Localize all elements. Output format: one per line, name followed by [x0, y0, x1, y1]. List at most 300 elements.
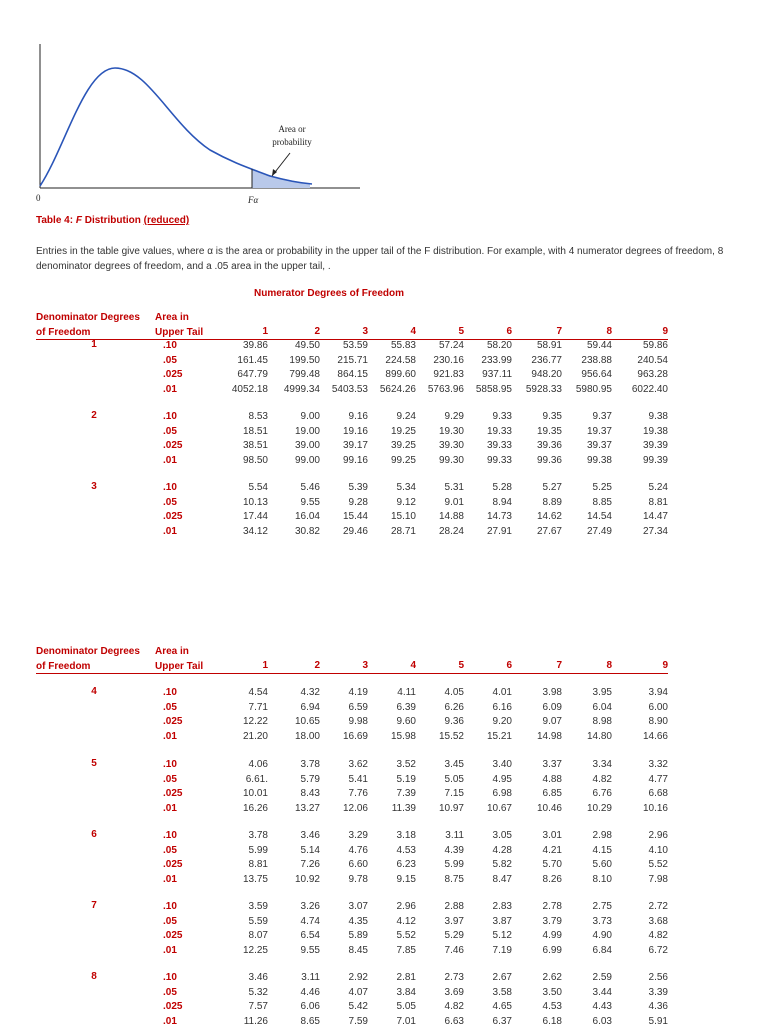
table-cell: 8.26 — [542, 873, 562, 885]
table-cell: 3.11 — [301, 972, 320, 983]
table-row — [0, 410, 768, 424]
table-cell: 99.38 — [586, 454, 612, 466]
numerator-title: Numerator Degrees of Freedom — [254, 288, 405, 299]
area-value: .025 — [163, 788, 183, 799]
table-cell: 8.94 — [492, 496, 512, 508]
table-cell: 6.39 — [396, 701, 416, 713]
table-cell: 19.37 — [586, 425, 612, 437]
table-cell: 3.05 — [492, 830, 512, 841]
table-cell: 58.20 — [486, 340, 512, 351]
table-cell: 39.00 — [294, 440, 320, 451]
area-value: .01 — [163, 873, 177, 885]
table-cell: 10.67 — [486, 802, 512, 814]
table-cell: 921.83 — [433, 369, 464, 380]
area-value: .025 — [163, 511, 183, 522]
table-cell: 3.95 — [592, 687, 612, 698]
table-cell: 2.73 — [444, 972, 464, 983]
area-value: .10 — [163, 830, 177, 841]
table-cell: 5.29 — [444, 930, 464, 941]
table-cell: 9.38 — [648, 411, 668, 422]
area-label-line1: Area or — [278, 124, 306, 134]
table-cell: 4.10 — [648, 844, 668, 856]
column-header: 9 — [662, 660, 668, 671]
table-row — [0, 873, 768, 887]
table-cell: 2.96 — [396, 901, 416, 912]
table-cell: 5.42 — [348, 1001, 368, 1012]
area-value: .05 — [163, 496, 177, 508]
table-cell: 38.51 — [242, 440, 268, 451]
column-header: 4 — [410, 326, 416, 337]
area-header-line1: Area in — [155, 646, 189, 657]
area-value: .025 — [163, 930, 183, 941]
table-cell: 5.05 — [396, 1001, 416, 1012]
table-cell: 3.18 — [396, 830, 416, 841]
table-cell: 8.81 — [248, 859, 268, 870]
table-row — [0, 686, 768, 700]
table-cell: 4.01 — [492, 687, 512, 698]
area-value: .01 — [163, 802, 177, 814]
table-cell: 6.26 — [444, 701, 464, 713]
table-cell: 5.60 — [592, 859, 612, 870]
area-value: .05 — [163, 701, 177, 713]
table-row — [0, 454, 768, 468]
table-cell: 161.45 — [237, 354, 268, 366]
table-cell: 6.23 — [396, 859, 416, 870]
table-cell: 5.14 — [300, 844, 320, 856]
table-cell: 5763.96 — [427, 383, 464, 395]
table-cell: 6.99 — [542, 944, 562, 956]
table-cell: 3.26 — [300, 901, 320, 912]
area-value: .05 — [163, 986, 177, 998]
table-cell: 9.33 — [492, 411, 512, 422]
area-header-line1: Area in — [155, 312, 189, 323]
table-cell: 3.98 — [542, 687, 562, 698]
table-cell: 18.51 — [242, 425, 268, 437]
table-cell: 14.47 — [642, 511, 668, 522]
table-row — [0, 858, 768, 872]
table-cell: 963.28 — [637, 369, 668, 380]
table-cell: 5980.95 — [575, 383, 612, 395]
table-cell: 6.98 — [492, 788, 512, 799]
table-cell: 7.15 — [444, 788, 464, 799]
table-cell: 4.43 — [592, 1001, 612, 1012]
area-header-line2: Upper Tail — [155, 661, 204, 672]
table-cell: 39.33 — [486, 440, 512, 451]
area-value: .01 — [163, 1015, 177, 1027]
table-cell: 39.17 — [342, 440, 368, 451]
table-cell: 6.72 — [648, 944, 668, 956]
table-cell: 8.53 — [248, 411, 268, 422]
table-cell: 3.59 — [248, 901, 268, 912]
column-header: 3 — [362, 326, 368, 337]
table-cell: 39.39 — [642, 440, 668, 451]
table-cell: 5.05 — [444, 773, 464, 785]
table-cell: 9.07 — [542, 716, 562, 727]
table-cell: 57.24 — [438, 340, 464, 351]
table-cell: 2.83 — [492, 901, 512, 912]
table-cell: 4.99 — [542, 930, 562, 941]
table-cell: 864.15 — [337, 369, 368, 380]
table-cell: 10.13 — [242, 496, 268, 508]
table-cell: 4.32 — [300, 687, 320, 698]
table-cell: 8.98 — [592, 716, 612, 727]
area-value: .10 — [163, 411, 177, 422]
table-cell: 9.20 — [492, 716, 512, 727]
table-cell: 19.38 — [642, 425, 668, 437]
table-cell: 3.07 — [348, 901, 368, 912]
table-cell: 4.82 — [444, 1001, 464, 1012]
table-cell: 8.10 — [592, 873, 612, 885]
table-cell: 9.15 — [396, 873, 416, 885]
table-cell: 30.82 — [294, 525, 320, 537]
table-row — [0, 971, 768, 985]
table-cell: 27.67 — [536, 525, 562, 537]
table-cell: 4.05 — [444, 687, 464, 698]
x-critical-label: Fα — [248, 195, 259, 205]
table-cell: 236.77 — [531, 354, 562, 366]
table-row — [0, 481, 768, 495]
table-cell: 6.63 — [444, 1015, 464, 1027]
table-cell: 4.82 — [648, 930, 668, 941]
table-cell: 5.19 — [396, 773, 416, 785]
area-value: .10 — [163, 482, 177, 493]
table-cell: 9.37 — [592, 411, 612, 422]
table-cell: 2.96 — [648, 830, 668, 841]
denominator-df: 1 — [91, 339, 97, 350]
table-cell: 5.89 — [348, 930, 368, 941]
table-row — [0, 829, 768, 843]
denominator-header — [36, 310, 140, 340]
table-cell: 6.59 — [348, 701, 368, 713]
table-cell: 3.46 — [300, 830, 320, 841]
column-header: 6 — [506, 326, 512, 337]
table-cell: 3.52 — [396, 759, 416, 770]
table-cell: 6.18 — [542, 1015, 562, 1027]
table-cell: 19.16 — [342, 425, 368, 437]
table-cell: 39.37 — [586, 440, 612, 451]
column-header: 8 — [606, 326, 612, 337]
table-cell: 5.28 — [492, 482, 512, 493]
table-row — [0, 496, 768, 510]
table-cell: 4.53 — [396, 844, 416, 856]
table-cell: 4.82 — [592, 773, 612, 785]
table-cell: 5.31 — [444, 482, 464, 493]
table-row — [0, 730, 768, 744]
table-row — [0, 900, 768, 914]
table-cell: 3.45 — [444, 759, 464, 770]
table-cell: 29.46 — [342, 525, 368, 537]
area-value: .05 — [163, 915, 177, 927]
table-row — [0, 802, 768, 816]
table-cell: 39.86 — [242, 340, 268, 351]
table-caption: Table 4: F Distribution (reduced) — [36, 215, 190, 226]
f-distribution-figure — [30, 38, 370, 210]
table-cell: 5858.95 — [475, 383, 512, 395]
area-value: .025 — [163, 440, 183, 451]
table-cell: 5.79 — [300, 773, 320, 785]
table-cell: 27.49 — [586, 525, 612, 537]
origin-label: 0 — [36, 193, 41, 203]
table-cell: 9.60 — [396, 716, 416, 727]
table-cell: 2.62 — [542, 972, 562, 983]
table-cell: 55.83 — [390, 340, 416, 351]
table-cell: 4.53 — [542, 1001, 562, 1012]
table-cell: 5.54 — [248, 482, 268, 493]
denominator-df: 3 — [91, 481, 97, 492]
table-cell: 19.30 — [438, 425, 464, 437]
table-row — [0, 1000, 768, 1014]
table-cell: 3.78 — [300, 759, 320, 770]
table-cell: 11.39 — [391, 802, 416, 814]
table-row — [0, 929, 768, 943]
table-cell: 99.00 — [294, 454, 320, 466]
table-cell: 7.01 — [396, 1015, 416, 1027]
denominator-df: 4 — [91, 686, 97, 697]
table-cell: 10.16 — [642, 802, 668, 814]
table-cell: 5.34 — [396, 482, 416, 493]
table-cell: 5.99 — [444, 859, 464, 870]
table-cell: 647.79 — [237, 369, 268, 380]
table-cell: 5.52 — [396, 930, 416, 941]
table-cell: 16.69 — [342, 730, 368, 742]
table-cell: 5.82 — [492, 859, 512, 870]
column-header: 7 — [556, 660, 562, 671]
table-cell: 49.50 — [294, 340, 320, 351]
table-cell: 3.58 — [492, 986, 512, 998]
table-cell: 3.62 — [348, 759, 368, 770]
table-cell: 59.44 — [586, 340, 612, 351]
table-cell: 21.20 — [242, 730, 268, 742]
table-cell: 14.62 — [536, 511, 562, 522]
table-cell: 4.28 — [492, 844, 512, 856]
table-cell: 5.25 — [592, 482, 612, 493]
column-header: 2 — [314, 326, 320, 337]
table-cell: 6.06 — [300, 1001, 320, 1012]
table-cell: 98.50 — [242, 454, 268, 466]
table-cell: 16.04 — [294, 511, 320, 522]
table-cell: 10.01 — [242, 788, 268, 799]
table-cell: 4999.34 — [283, 383, 320, 395]
table-cell: 9.36 — [444, 716, 464, 727]
table-cell: 10.97 — [438, 802, 464, 814]
table-cell: 7.59 — [348, 1015, 368, 1027]
table-cell: 4.74 — [300, 915, 320, 927]
table-cell: 4.36 — [648, 1001, 668, 1012]
table-cell: 4.07 — [348, 986, 368, 998]
area-value: .10 — [163, 340, 177, 351]
table-cell: 15.98 — [390, 730, 416, 742]
table-row — [0, 354, 768, 368]
column-header: 6 — [506, 660, 512, 671]
table-cell: 4.76 — [348, 844, 368, 856]
table-row — [0, 844, 768, 858]
table-cell: 14.98 — [536, 730, 562, 742]
area-value: .01 — [163, 383, 177, 395]
table-cell: 9.35 — [542, 411, 562, 422]
table-cell: 7.26 — [300, 859, 320, 870]
table-cell: 12.06 — [342, 802, 368, 814]
table-cell: 15.44 — [342, 511, 368, 522]
table-cell: 8.85 — [592, 496, 612, 508]
table-cell: 14.66 — [642, 730, 668, 742]
table-cell: 10.92 — [294, 873, 320, 885]
column-header: 2 — [314, 660, 320, 671]
denominator-header — [36, 644, 140, 674]
table-cell: 99.36 — [536, 454, 562, 466]
table-cell: 9.00 — [300, 411, 320, 422]
table-cell: 10.29 — [586, 802, 612, 814]
table-cell: 4.19 — [348, 687, 368, 698]
table-cell: 99.25 — [390, 454, 416, 466]
table-cell: 3.29 — [348, 830, 368, 841]
table-cell: 13.27 — [294, 802, 320, 814]
table-cell: 3.32 — [648, 759, 668, 770]
table-cell: 6.76 — [592, 788, 612, 799]
table-cell: 4.54 — [248, 687, 268, 698]
table-cell: 4.12 — [396, 915, 416, 927]
table-cell: 9.28 — [348, 496, 368, 508]
table-row — [0, 787, 768, 801]
table-cell: 2.98 — [592, 830, 612, 841]
table-cell: 3.73 — [592, 915, 612, 927]
table-cell: 12.22 — [242, 716, 268, 727]
area-value: .05 — [163, 425, 177, 437]
table-cell: 240.54 — [637, 354, 668, 366]
table-cell: 899.60 — [385, 369, 416, 380]
table-cell: 3.69 — [444, 986, 464, 998]
table-cell: 3.01 — [542, 830, 562, 841]
table-cell: 3.84 — [396, 986, 416, 998]
table-cell: 3.44 — [592, 986, 612, 998]
table-cell: 6.16 — [492, 701, 512, 713]
denominator-header-line1: Denominator Degrees — [36, 646, 140, 657]
table-cell: 3.40 — [492, 759, 512, 770]
table-cell: 13.75 — [242, 873, 268, 885]
table-cell: 16.26 — [242, 802, 268, 814]
table-row — [0, 773, 768, 787]
table-cell: 3.78 — [248, 830, 268, 841]
column-header: 7 — [556, 326, 562, 337]
table-cell: 6.04 — [592, 701, 612, 713]
area-value: .01 — [163, 454, 177, 466]
table-cell: 8.07 — [248, 930, 268, 941]
area-value: .10 — [163, 972, 177, 983]
table-row — [0, 368, 768, 382]
area-value: .10 — [163, 759, 177, 770]
table-cell: 3.39 — [648, 986, 668, 998]
table-cell: 238.88 — [581, 354, 612, 366]
table-cell: 2.67 — [492, 972, 512, 983]
table-cell: 4.65 — [492, 1001, 512, 1012]
column-header: 1 — [262, 660, 268, 671]
table-cell: 99.16 — [342, 454, 368, 466]
table-cell: 11.26 — [243, 1015, 268, 1027]
table-cell: 9.55 — [300, 496, 320, 508]
intro-text: Entries in the table give values, where α is the area or probability in the upper tail of the F distribution. For example, with 4 numerator degrees of freedom, 8 denominator degrees of freedom, and a .05 area in the upper tail, . — [36, 246, 724, 272]
table-cell: 7.46 — [444, 944, 464, 956]
table-cell: 6.68 — [648, 788, 668, 799]
table-cell: 3.37 — [542, 759, 562, 770]
table-cell: 15.52 — [438, 730, 464, 742]
denominator-df: 7 — [91, 900, 97, 911]
table-cell: 14.80 — [586, 730, 612, 742]
table-cell: 5.27 — [542, 482, 562, 493]
table-cell: 2.72 — [648, 901, 668, 912]
table-cell: 7.39 — [396, 788, 416, 799]
table-cell: 6.85 — [542, 788, 562, 799]
table-cell: 19.00 — [294, 425, 320, 437]
area-value: .10 — [163, 901, 177, 912]
table-cell: 8.89 — [542, 496, 562, 508]
table-cell: 4.39 — [444, 844, 464, 856]
table-cell: 2.78 — [542, 901, 562, 912]
area-value: .10 — [163, 687, 177, 698]
table-cell: 8.81 — [648, 496, 668, 508]
table-cell: 8.65 — [300, 1015, 320, 1027]
column-header: 3 — [362, 660, 368, 671]
table-cell: 3.97 — [444, 915, 464, 927]
table-cell: 17.44 — [242, 511, 268, 522]
table-cell: 937.11 — [482, 369, 512, 380]
table-row — [0, 986, 768, 1000]
table-cell: 99.30 — [438, 454, 464, 466]
denominator-df: 2 — [91, 410, 97, 421]
table-cell: 15.10 — [390, 511, 416, 522]
table-cell: 6.09 — [542, 701, 562, 713]
denominator-header-line1: Denominator Degrees — [36, 312, 140, 323]
table-row — [0, 944, 768, 958]
table-cell: 9.55 — [300, 944, 320, 956]
table-cell: 34.12 — [242, 525, 268, 537]
table-cell: 12.25 — [242, 944, 268, 956]
table-cell: 15.21 — [486, 730, 512, 742]
table-cell: 6.54 — [300, 930, 320, 941]
table-cell: 14.88 — [438, 511, 464, 522]
area-value: .01 — [163, 944, 177, 956]
table-cell: 99.39 — [642, 454, 668, 466]
table-cell: 6.94 — [300, 701, 320, 713]
table-cell: 39.36 — [536, 440, 562, 451]
area-header — [155, 310, 203, 340]
table-cell: 5.91 — [648, 1015, 668, 1027]
table-cell: 3.87 — [492, 915, 512, 927]
table-cell: 4052.18 — [231, 383, 268, 395]
table-cell: 53.59 — [342, 340, 368, 351]
table-cell: 3.46 — [248, 972, 268, 983]
table-cell: 5403.53 — [331, 383, 368, 395]
table-cell: 2.56 — [648, 972, 668, 983]
table-cell: 39.25 — [390, 440, 416, 451]
table-cell: 7.19 — [492, 944, 512, 956]
table-cell: 8.75 — [444, 873, 464, 885]
area-value: .025 — [163, 1001, 183, 1012]
denominator-df: 5 — [91, 758, 97, 769]
table-cell: 7.76 — [348, 788, 368, 799]
area-value: .01 — [163, 525, 177, 537]
table-row — [0, 758, 768, 772]
area-header-line2: Upper Tail — [155, 327, 204, 338]
table-cell: 9.16 — [348, 411, 368, 422]
table-cell: 7.85 — [396, 944, 416, 956]
table-row — [0, 510, 768, 524]
table-row — [0, 1015, 768, 1029]
table-row — [0, 439, 768, 453]
denominator-df: 6 — [91, 829, 97, 840]
table-cell: 5.59 — [248, 915, 268, 927]
table-cell: 3.50 — [542, 986, 562, 998]
table-cell: 6.61. — [245, 773, 268, 785]
table-cell: 956.64 — [581, 369, 612, 380]
